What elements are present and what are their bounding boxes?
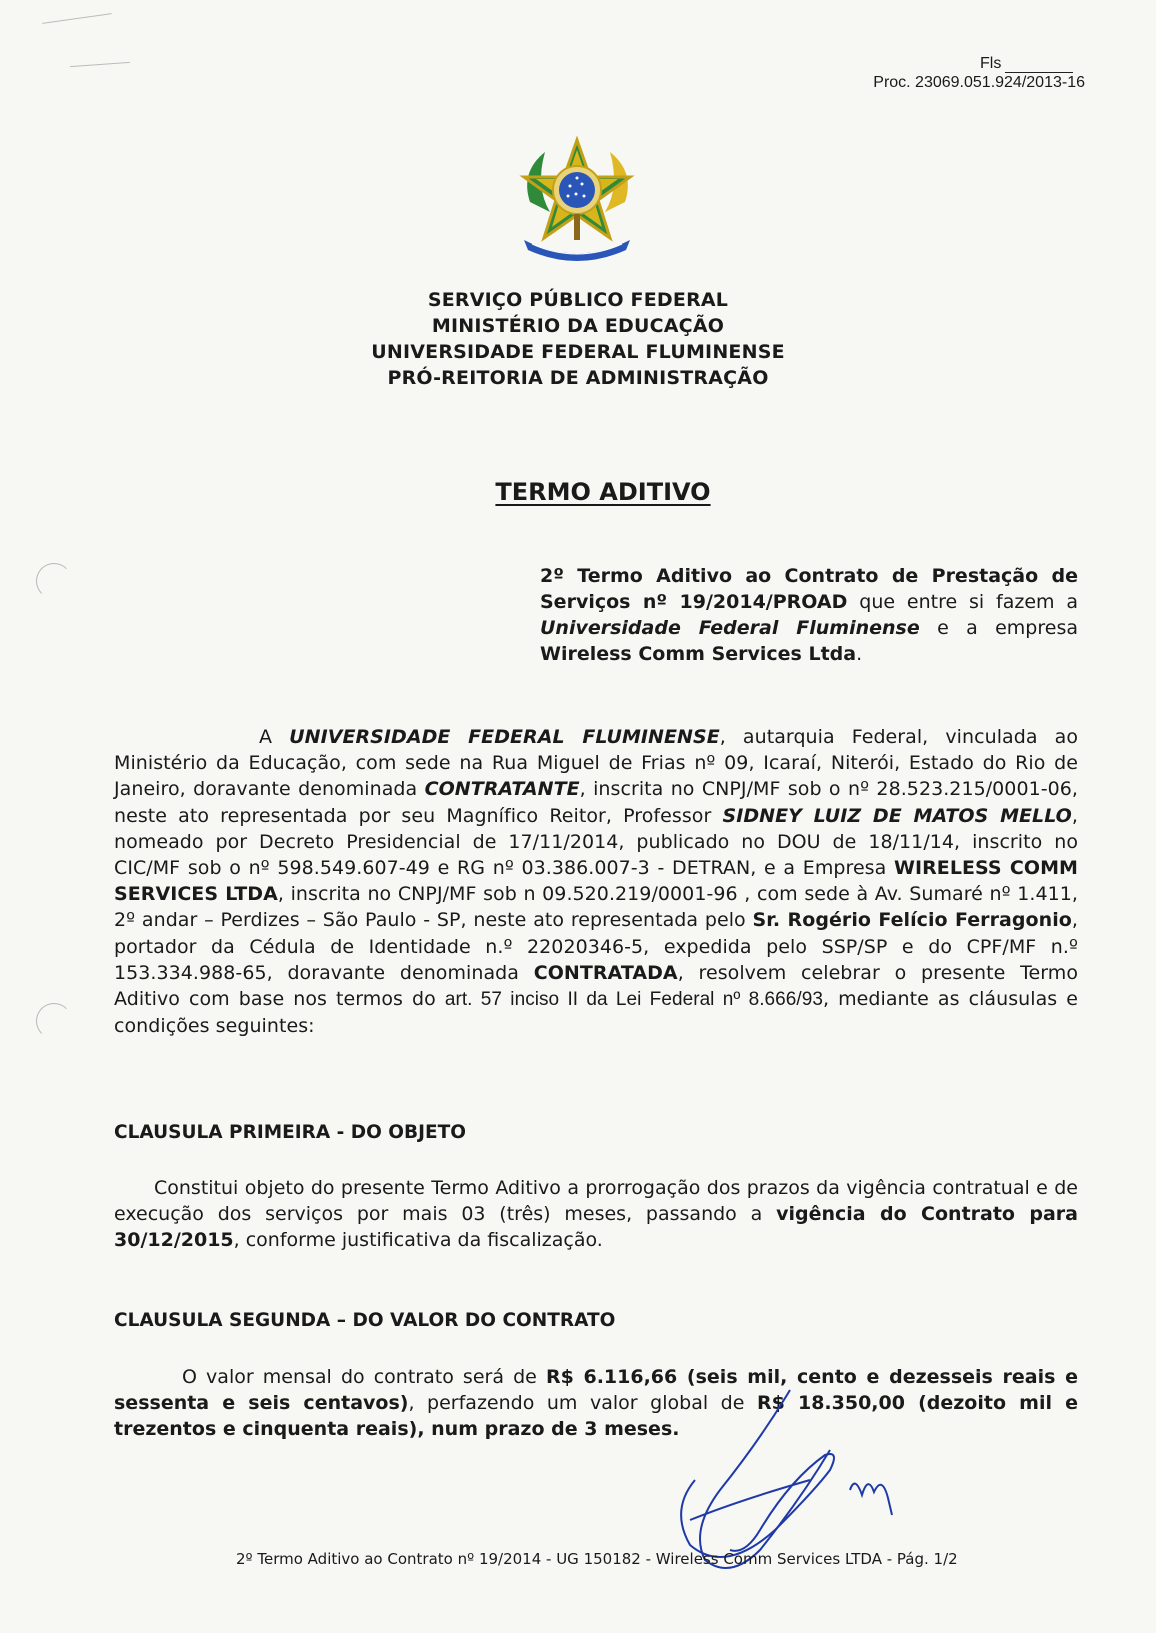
- header-line: UNIVERSIDADE FEDERAL FLUMINENSE: [371, 341, 785, 363]
- coat-of-arms-icon: [524, 140, 630, 261]
- clause-2-body: O valor mensal do contrato será de: [182, 1366, 546, 1388]
- summary-text: .: [856, 643, 863, 665]
- preamble-text: , resolvem celebrar o presente Termo Aditivo com base nos termos do: [114, 961, 1078, 1011]
- preamble-text: , mediante as cláusulas e condições seguintes:: [114, 988, 1078, 1038]
- preamble-text: , autarquia Federal, vinculada ao Ministério da Educação, com sede na Rua Miguel de Frias nº 09, Icaraí, Niterói, Estado do Rio de Janeiro, doravante denominada: [114, 726, 1078, 801]
- header-line: MINISTÉRIO DA EDUCAÇÃO: [431, 315, 725, 337]
- clause-1-body: , conforme justificativa da fiscalização.: [233, 1229, 603, 1252]
- clause-2-heading: CLAUSULA SEGUNDA – DO VALOR DO CONTRATO: [114, 1310, 616, 1331]
- rector-name: SIDNEY LUIZ DE MATOS MELLO: [722, 804, 1072, 827]
- coat-of-arms-seal: [510, 132, 645, 267]
- header-line: SERVIÇO PÚBLICO FEDERAL: [427, 289, 729, 311]
- preamble-paragraph: [114, 724, 1078, 1039]
- contratada-label: CONTRATADA: [533, 961, 678, 984]
- summary-company: Wireless Comm Services Ltda: [540, 643, 857, 665]
- preamble-text: , inscrita no CNPJ/MF sob o nº 28.523.215/0001-06, neste ato representada por seu Magnífico Reitor, Professor: [114, 778, 1078, 827]
- summary-text: e a empresa: [919, 617, 1078, 639]
- punch-hole-mark: [36, 563, 72, 599]
- clause-1-text: [114, 1175, 1078, 1254]
- folio-blank-line: [1005, 58, 1073, 73]
- punch-hole-mark: [36, 1003, 72, 1039]
- preamble-text: , nomeado por Decreto Presidencial de 17/11/2014, publicado no DOU de 18/11/14, inscrito no CIC/MF sob o nº 598.549.607-49 e RG nº 03.386.007-3 - DETRAN, e a Empresa: [114, 804, 1078, 880]
- clause-1-term-date: vigência do Contrato para 30/12/2015: [114, 1203, 1078, 1252]
- preamble-text: , portador da Cédula de Identidade n.º 22020346-5, expedida pelo SSP/SP e do CPF/MF n.º 153.334.988-65, doravante denominada: [114, 909, 1078, 984]
- header-line: PRÓ-REITORIA DE ADMINISTRAÇÃO: [387, 367, 769, 389]
- global-value: R$ 18.350,00 (dezoito mil e trezentos e cinquenta reais), num prazo de 3 meses.: [114, 1392, 1078, 1441]
- preamble-text: A: [259, 726, 290, 748]
- clause-1-heading: CLAUSULA PRIMEIRA - DO OBJETO: [114, 1122, 466, 1143]
- legal-basis: art. 57 inciso II da Lei Federal nº 8.666/93: [444, 989, 823, 1011]
- page-footer: 2º Termo Aditivo ao Contrato nº 19/2014 - UG 150182 - Wireless Comm Services LTDA - Pág. 1/2: [236, 1550, 958, 1568]
- folio-label: Fls: [980, 55, 1073, 73]
- process-number: Proc. 23069.051.924/2013-16: [873, 74, 1085, 91]
- scan-mark: [42, 13, 111, 24]
- clause-1-body: Constitui objeto do presente Termo Aditivo a prorrogação dos prazos da vigência contratual e de execução dos serviços por mais 03 (três) meses, passando a: [114, 1177, 1078, 1226]
- institution-header: [0, 287, 1156, 391]
- company-name: WIRELESS COMM SERVICES LTDA: [114, 857, 1078, 906]
- clause-2-body: , perfazendo um valor global de: [408, 1392, 757, 1415]
- summary-bold: 2º Termo Aditivo ao Contrato de Prestação de Serviços nº 19/2014/PROAD: [540, 565, 1078, 613]
- summary-text: que entre si fazem a: [847, 591, 1079, 613]
- monthly-value: R$ 6.116,66 (seis mil, cento e dezesseis reais e sessenta e seis centavos): [114, 1366, 1079, 1415]
- contract-summary: [540, 563, 1078, 667]
- representative-name: Sr. Rogério Felício Ferragonio: [752, 909, 1072, 932]
- contratante-label: CONTRATANTE: [424, 778, 580, 801]
- university-name: UNIVERSIDADE FEDERAL FLUMINENSE: [289, 726, 720, 748]
- document-title: TERMO ADITIVO: [495, 478, 711, 506]
- preamble-text: , inscrita no CNPJ/MF sob n 09.520.219/0001-96 , com sede à Av. Sumaré nº 1.411, 2º andar – Perdizes – São Paulo - SP, neste ato representada pelo: [114, 883, 1078, 932]
- scan-mark: [70, 62, 130, 67]
- summary-university: Universidade Federal Fluminense: [540, 617, 920, 639]
